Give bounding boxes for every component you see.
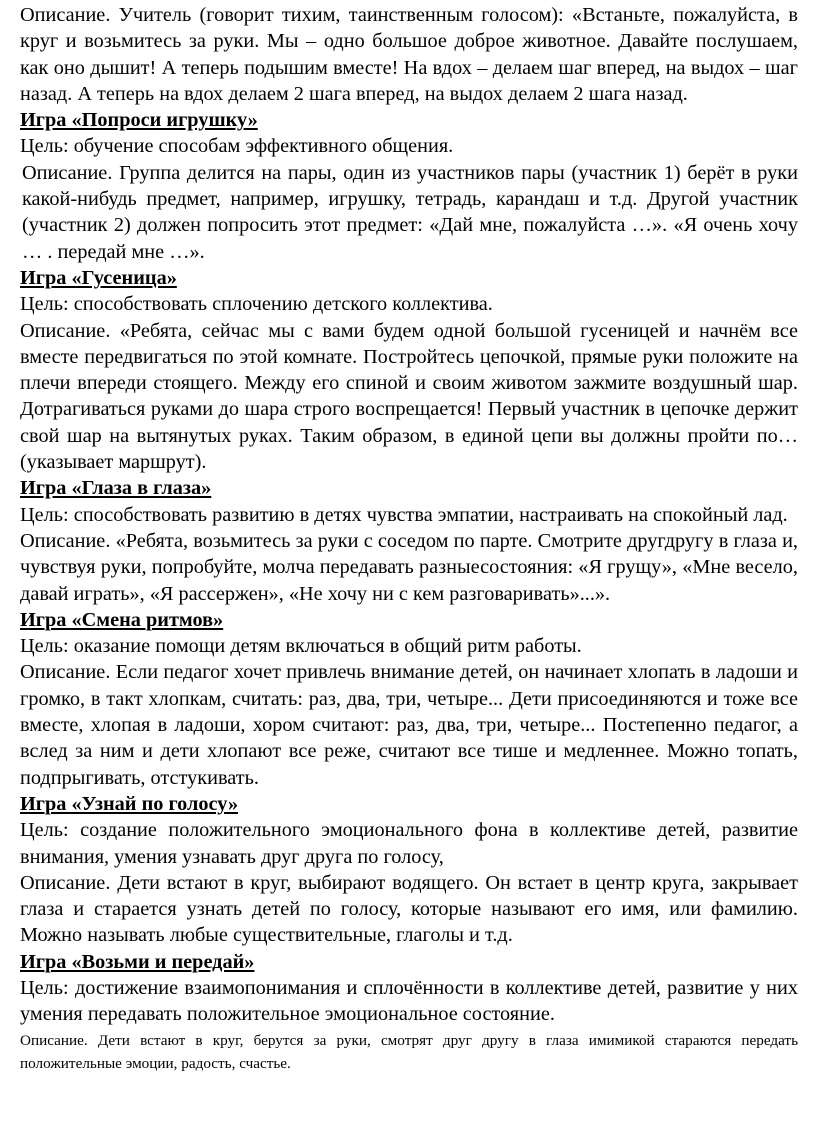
game-goal-take-and-pass: Цель: достижение взаимопонимания и сплочённости в коллективе детей, развитие у них умения передавать положительное эмоциональное состояние. [20,976,798,1026]
game-description-take-and-pass: Описание. Дети встают в круг, берутся за руки, смотрят друг другу в глаза имимикой стараются передать положительные эмоции, радость, счастье. [20,1031,798,1072]
game-goal-ask-toy: Цель: обучение способам эффективного общения. [20,135,454,158]
game-goal-rhythm-change: Цель: оказание помощи детям включаться в общий ритм работы. [20,635,582,658]
game-description-rhythm-change: Описание. Если педагог хочет привлечь внимание детей, он начинает хлопать в ладоши и громко, в такт хлопкам, считать: раз, два, три, четыре... Дети присоединяются и тоже все вместе, хлопая в ладоши, хором считают: раз, два, три, четыре... Постепенно педагог, а вслед за ним и дети хлопают все реже, считают все тише и медленнее. Можно топать, подпрыгивать, отстукивать. [20,661,798,789]
game-description-caterpillar: Описание. «Ребята, сейчас мы с вами будем одной большой гусеницей и начнём все вместе передвигаться по этой комнате. Постройтесь цепочкой, прямые руки положите на плечи впереди стоящего. Между его спиной и своим животом зажмите воздушный шар. Дотрагиваться руками до шара строго воспрещается! Первый участник в цепочке держит свой шар на вытянутых руках. Таким образом, в единой цепи вы должны пройти по…(указывает маршрут). [20,319,798,474]
game-goal-eye-to-eye: Цель: способствовать развитию в детях чувства эмпатии, настраивать на спокойный лад. [20,503,788,526]
game-goal-caterpillar: Цель: способствовать сплочению детского коллектива. [20,293,493,316]
game-description-recognize-voice: Описание. Дети встают в круг, выбирают водящего. Он встает в центр круга, закрывает глаза и старается узнать детей по голосу, которые называют его имя, или фамилию. Можно называть любые существительные, глаголы и т.д. [20,871,798,947]
game-title-take-and-pass: Игра «Возьми и передай» [20,950,255,973]
intro-description: Описание. Учитель (говорит тихим, таинственным голосом): «Встаньте, пожалуйста, в круг и возьмитесь за руки. Мы – одно большое доброе животное. Давайте послушаем, как оно дышит! А теперь подышим вместе! На вдох – делаем шаг вперед, на выдох – шаг назад. А теперь на вдох делаем 2 шага вперед, на выдох делаем 2 шага назад. [20,4,798,105]
document-page [20,2,798,1075]
game-description-ask-toy: Описание. Группа делится на пары, один из участников пары (участник 1) берёт в руки какой-нибудь предмет, например, игрушку, тетрадь, карандаш и т.д. Другой участник (участник 2) должен попросить этот предмет: «Дай мне, пожалуйста …». «Я очень хочу … . передай мне …». [22,161,798,263]
game-title-eye-to-eye: Игра «Глаза в глаза» [20,477,212,500]
game-goal-recognize-voice: Цель: создание положительного эмоционального фона в коллективе детей, развитие внимания, умения узнавать друг друга по голосу, [20,819,798,868]
game-title-caterpillar: Игра «Гусеница» [20,266,177,289]
game-description-eye-to-eye: Описание. «Ребята, возьмитесь за руки с соседом по парте. Смотрите другдругу в глаза и, чувствуя руки, попробуйте, молча передавать разныесостояния: «Я грущу», «Мне весело, давай играть», «Я рассержен», «Не хочу ни с кем разговаривать»...». [20,529,798,605]
game-title-rhythm-change: Игра «Смена ритмов» [20,608,224,631]
game-title-ask-toy: Игра «Попроси игрушку» [20,109,258,132]
game-title-recognize-voice: Игра «Узнай по голосу» [20,792,239,815]
